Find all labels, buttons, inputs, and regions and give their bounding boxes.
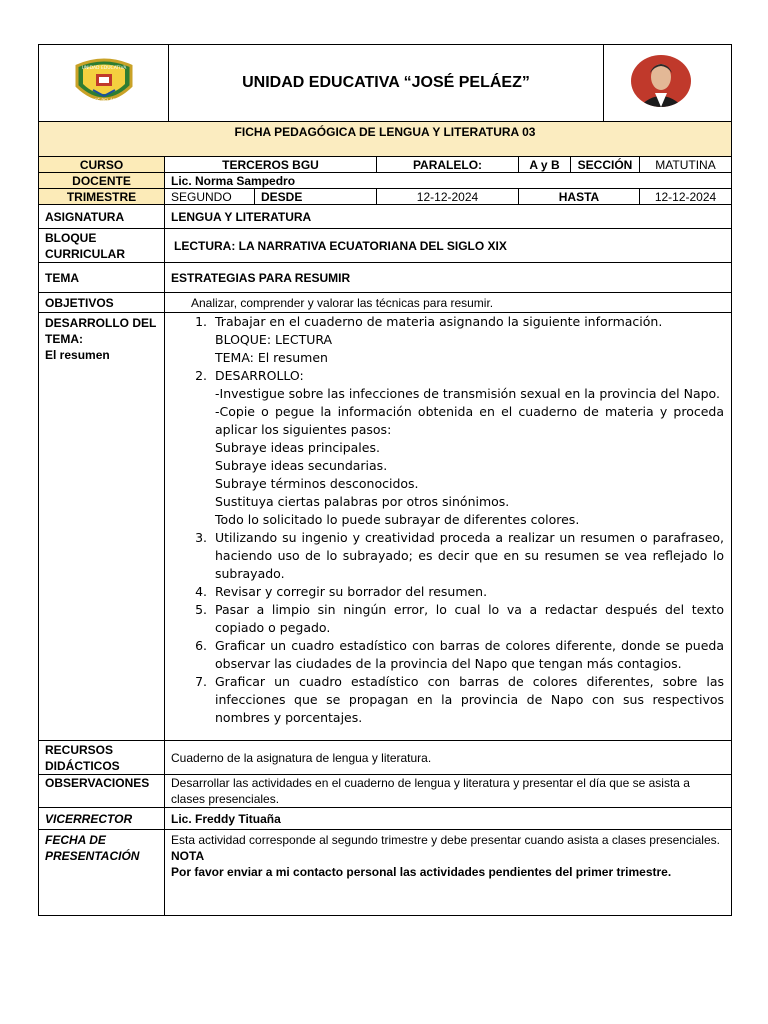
nota-label: NOTA — [171, 849, 205, 863]
step-text: Revisar y corregir su borrador del resumen. — [215, 584, 488, 599]
step-text: DESARROLLO: — [215, 368, 304, 383]
step-subline: Subraye ideas principales. — [215, 440, 380, 455]
steps-list — [165, 313, 724, 727]
step-item — [211, 673, 724, 727]
step-item — [211, 313, 724, 367]
step-item — [211, 637, 724, 673]
docente-label: DOCENTE — [39, 173, 165, 189]
curso-label: CURSO — [39, 157, 165, 173]
step-item — [211, 529, 724, 583]
step-text: Trabajar en el cuaderno de materia asignando la siguiente información. — [215, 314, 663, 329]
school-logo — [69, 56, 139, 108]
step-subline: -Copie o pegue la información obtenida en el cuaderno de materia y proceda aplicar los siguientes pasos: — [215, 404, 725, 437]
observaciones-value: Desarrollar las actividades en el cuaderno de lengua y literatura y presentar el día que se asista a clases presenciales. — [165, 775, 732, 808]
nota-value: Por favor enviar a mi contacto personal las actividades pendientes del primer trimestre. — [171, 865, 672, 879]
tema-label: TEMA — [39, 263, 165, 293]
ficha-document — [38, 44, 731, 916]
school-logo-cell — [39, 45, 169, 122]
step-subline: BLOQUE: LECTURA — [215, 332, 333, 347]
fecha-label: FECHA DE PRESENTACIÓN — [39, 830, 165, 916]
recursos-label: RECURSOS DIDÁCTICOS — [39, 741, 165, 775]
desarrollo-content — [165, 313, 732, 741]
desde-value: 12-12-2024 — [377, 189, 519, 205]
step-text: Utilizando su ingenio y creatividad proceda a realizar un resumen o parafraseo, haciendo uso de lo subrayado; es decir que en su resumen se vea reflejado lo subrayado. — [215, 530, 725, 581]
desarrollo-sub: El resumen — [45, 348, 110, 362]
observaciones-label: OBSERVACIONES — [39, 775, 165, 808]
step-subline: Todo lo solicitado lo puede subrayar de diferentes colores. — [215, 512, 580, 527]
hasta-label: HASTA — [519, 189, 640, 205]
step-subline: Sustituya ciertas palabras por otros sinónimos. — [215, 494, 510, 509]
seccion-value: MATUTINA — [640, 157, 732, 173]
trimestre-label: TRIMESTRE — [39, 189, 165, 205]
docente-value: Lic. Norma Sampedro — [165, 173, 732, 189]
objetivos-label: OBJETIVOS — [39, 293, 165, 313]
school-name: UNIDAD EDUCATIVA “JOSÉ PELÁEZ” — [169, 45, 604, 122]
vicerrector-value: Lic. Freddy Tituaña — [165, 808, 732, 830]
fecha-content — [165, 830, 732, 916]
asignatura-label: ASIGNATURA — [39, 205, 165, 229]
ficha-table — [38, 121, 732, 916]
ficha-title: FICHA PEDAGÓGICA DE LENGUA Y LITERATURA 03 — [39, 122, 732, 157]
step-subline: TEMA: El resumen — [215, 350, 328, 365]
bloque-label: BLOQUE CURRICULAR — [39, 229, 165, 263]
desarrollo-label-cell — [39, 313, 165, 741]
desde-label: DESDE — [255, 189, 377, 205]
step-item — [211, 601, 724, 637]
step-item — [211, 583, 724, 601]
fecha-value: Esta actividad corresponde al segundo trimestre y debe presentar cuando asista a clases presenciales. — [171, 833, 720, 847]
step-text: Graficar un cuadro estadístico con barras de colores diferente, donde se pueda observar las ciudades de la provincia del Napo que tengan más contagios. — [215, 638, 725, 671]
step-text: Pasar a limpio sin ningún error, lo cual lo va a redactar después del texto copiado o pegado. — [215, 602, 725, 635]
recursos-value: Cuaderno de la asignatura de lengua y literatura. — [165, 741, 732, 775]
asignatura-value: LENGUA Y LITERATURA — [165, 205, 732, 229]
tema-value: ESTRATEGIAS PARA RESUMIR — [165, 263, 732, 293]
seccion-label: SECCIÓN — [571, 157, 640, 173]
curso-value: TERCEROS BGU — [165, 157, 377, 173]
objetivos-value: Analizar, comprender y valorar las técnicas para resumir. — [165, 293, 732, 313]
step-subline: -Investigue sobre las infecciones de transmisión sexual en la provincia del Napo. — [215, 386, 720, 401]
step-text: Graficar un cuadro estadístico con barras de colores diferentes, sobre las infecciones que se propagan en la provincia de Napo con sus respectivos nombres y porcentajes. — [215, 674, 725, 725]
header-table — [38, 44, 732, 122]
trimestre-value: SEGUNDO — [165, 189, 255, 205]
paralelo-value: A y B — [519, 157, 571, 173]
hasta-value: 12-12-2024 — [640, 189, 732, 205]
logo-text-bottom: JOSÉ PELÁEZ — [88, 98, 119, 104]
step-subline: Subraye ideas secundarias. — [215, 458, 388, 473]
vicerrector-label: VICERRECTOR — [39, 808, 165, 830]
logo-text-top: UNIDAD EDUCATIVA — [81, 65, 126, 71]
desarrollo-label: DESARROLLO DEL TEMA: — [45, 316, 157, 346]
portrait-cell — [604, 45, 732, 122]
step-subline: Subraye términos desconocidos. — [215, 476, 419, 491]
paralelo-label: PARALELO: — [377, 157, 519, 173]
bloque-value: LECTURA: LA NARRATIVA ECUATORIANA DEL SIGLO XIX — [165, 229, 732, 263]
portrait-photo — [631, 55, 691, 107]
step-item — [211, 367, 724, 529]
